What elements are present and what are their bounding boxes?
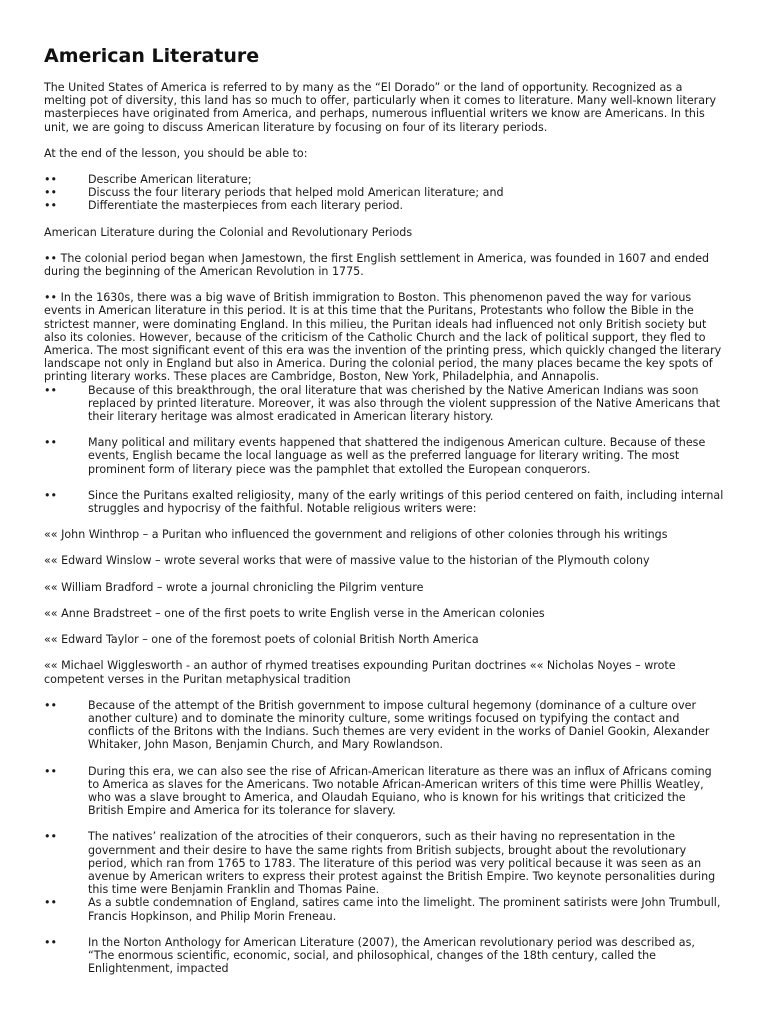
- bullet-mark: ••: [44, 764, 58, 778]
- bullet-mark: ••: [44, 173, 58, 187]
- bullet-mark: ••: [44, 935, 58, 949]
- paragraph-text: Many political and military events happened that shattered the indigenous American culture. Because of these events, English became the local language as well as the preferred language for literary writing. The most prominent form of literary piece was the pamphlet that extolled the European conquerors.: [88, 436, 706, 476]
- bullet-mark: ••: [44, 830, 58, 844]
- section-heading: American Literature during the Colonial and Revolutionary Periods: [44, 225, 413, 239]
- writer-item: «« William Bradford – wrote a journal chronicling the Pilgrim venture: [44, 580, 424, 594]
- paragraph-text: As a subtle condemnation of England, satires came into the limelight. The prominent satirists were John Trumbull, Francis Hopkinson, and Philip Morin Freneau.: [88, 896, 721, 923]
- bullet-mark: ••: [44, 698, 58, 712]
- paragraph-breakthrough: [44, 384, 724, 424]
- paragraph-norton: [44, 936, 724, 976]
- list-item-text: Describe American literature;: [88, 173, 252, 187]
- writer-item: «« John Winthrop – a Puritan who influenced the government and religions of other colonies through his writings: [44, 528, 668, 542]
- bullet-mark: ••: [44, 383, 58, 397]
- list-item-text: Discuss the four literary periods that helped mold American literature; and: [88, 186, 504, 200]
- bullet-mark: ••: [44, 488, 58, 502]
- bullet-mark: ••: [44, 199, 58, 213]
- paragraph-text: Because of this breakthrough, the oral literature that was cherished by the Native American Indians was soon replaced by printed literature. Moreover, it was also through the violent suppression of the Native Americans that their literary heritage was almost eradicated in American literary history.: [88, 383, 720, 424]
- document-page: [44, 44, 724, 988]
- writer-item: «« Edward Taylor – one of the foremost poets of colonial British North America: [44, 633, 479, 647]
- paragraph-text: Since the Puritans exalted religiosity, many of the early writings of this period centered on faith, including internal struggles and hypocrisy of the faithful. Notable religious writers were:: [88, 488, 724, 516]
- paragraph-religiosity: [44, 489, 724, 515]
- objectives-lead: At the end of the lesson, you should be able to:: [44, 146, 308, 160]
- bullet-mark: ••: [44, 896, 58, 910]
- writer-item: «« Anne Bradstreet – one of the first poets to write English verse in the American colonies: [44, 606, 545, 620]
- writer-item: «« Edward Winslow – wrote several works that were of massive value to the historian of the Plymouth colony: [44, 554, 650, 568]
- paragraph-text: In the Norton Anthology for American Literature (2007), the American revolutionary period was described as, “The enormous scientific, economic, social, and philosophical, changes of the 18th century, called the Enlightenment, impacted: [88, 935, 695, 976]
- paragraph-1630s: •• In the 1630s, there was a big wave of British immigration to Boston. This phenomenon paved the way for various events in American literature in this period. It is at this time that the Puritans, Protestants who follow the Bible in the strictest manner, were dominating England. In this milieu, the Puritan ideals had influenced not only British society but also its colonies. However, because of the criticism of the Catholic Church and the lack of political support, they fled to America. The most significant event of this era was the invention of the printing press, which quickly changed the literary landscape not only in England but also in America. During the colonial period, the many places became the key spots of printing literary works. These places are Cambridge, Boston, New York, Philadelphia, and Annapolis.: [44, 291, 722, 384]
- bullet-mark: ••: [44, 186, 58, 200]
- intro-paragraph: The United States of America is referred to by many as the “El Dorado” or the land of opportunity. Recognized as a melting pot of diversity, this land has so much to offer, particularly when it comes to literature. Many well-known literary masterpieces have originated from America, and perhaps, numerous influential writers we know are Americans. In this unit, we are going to discuss American literature by focusing on four of its literary periods.: [44, 81, 717, 134]
- paragraph-natives: [44, 830, 724, 896]
- paragraph-text: During this era, we can also see the rise of African-American literature as there was an influx of Africans coming to America as slaves for the Americans. Two notable African-American writers of this time were Phillis Weatley, who was a slave brought to America, and Olaudah Equiano, who is known for his writings that criticized the British Empire and America for its tolerance for slavery.: [88, 764, 712, 818]
- paragraph-text: The natives’ realization of the atrocities of their conquerors, such as their having no representation in the government and their desire to have the same rights from British subjects, brought about the revolutionary period, which ran from 1765 to 1783. The literature of this period was very political because it was seen as an avenue by American writers to express their protest against the British Empire. Two keynote personalities during this time were Benjamin Franklin and Thomas Paine.: [88, 830, 716, 897]
- bullet-mark: ••: [44, 436, 58, 450]
- page-title: American Literature: [44, 45, 260, 67]
- paragraph-text: Because of the attempt of the British government to impose cultural hegemony (dominance of a culture over another culture) and to dominate the minority culture, some writings focused on typifying the contact and conflicts of the Britons with the Indians. Such themes are very evident in the works of Daniel Gookin, Alexander Whitaker, John Mason, Benjamin Church, and Mary Rowlandson.: [88, 698, 710, 752]
- list-item-text: Differentiate the masterpieces from each literary period.: [88, 199, 404, 213]
- list-item: [44, 199, 724, 212]
- objectives-list: [44, 173, 724, 213]
- paragraph-satires: [44, 896, 724, 922]
- paragraph-hegemony: [44, 699, 724, 752]
- writer-item: «« Michael Wigglesworth - an author of rhymed treatises expounding Puritan doctrines «« Nicholas Noyes – wrote competent verses in the Puritan metaphysical tradition: [44, 659, 676, 686]
- paragraph-african-american: [44, 765, 724, 818]
- list-item: [44, 186, 724, 199]
- list-item: [44, 173, 724, 186]
- paragraph-political: [44, 436, 724, 476]
- paragraph-colonial: •• The colonial period began when Jamestown, the first English settlement in America, was founded in 1607 and ended during the beginning of the American Revolution in 1775.: [44, 251, 710, 279]
